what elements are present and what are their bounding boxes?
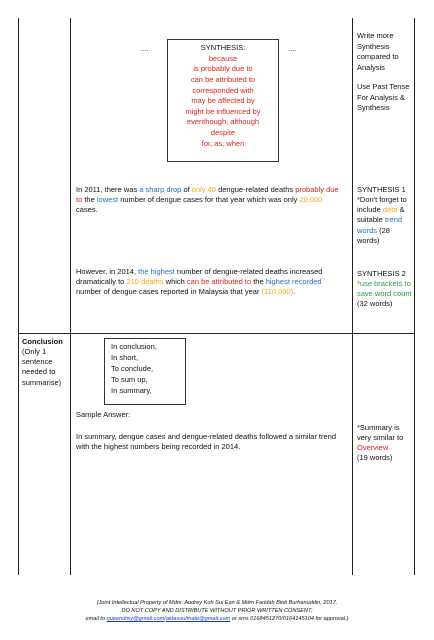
synthesis-word-last: for, as, when [201, 138, 245, 148]
phrase: To sum up, [111, 374, 148, 384]
note-count: (32 words) [357, 299, 393, 309]
text-run: highest recorded [265, 277, 322, 287]
synthesis-word: is probably due to [193, 64, 253, 74]
conclusion-label-cell [22, 337, 68, 388]
text-run: In 2011, there was [76, 185, 140, 194]
synthesis-word: may be affected by [191, 96, 255, 106]
synthesis-vocabulary-box [167, 39, 279, 162]
text-run: which [163, 277, 187, 287]
note-run: data [382, 205, 398, 215]
conclusion-note [357, 423, 413, 464]
footer-line3 [0, 615, 434, 623]
text-run: a sharp drop [139, 185, 182, 194]
synthesis2-note [357, 269, 413, 310]
synthesis-word: despite [210, 128, 236, 138]
conclusion-sub: (Only 1 sentence needed to summarise) [22, 347, 62, 387]
text-run: cases. [76, 205, 98, 215]
synthesis-word: because [208, 53, 238, 63]
note-line: compared to [357, 52, 399, 61]
conclusion-phrases-box [104, 338, 186, 405]
note-run: (28 words) [357, 225, 390, 245]
text-run: 20,000 [299, 195, 323, 205]
note-run: Overview [357, 443, 389, 453]
footer-suffix: or sms 0168451270/0164145104 for approval.) [230, 616, 349, 623]
text-run: However, in 2014, [76, 267, 139, 276]
right-note-top [357, 31, 413, 114]
note-line: Synthesis [357, 41, 390, 51]
note-line: Use Past Tense [357, 82, 410, 91]
phrase: In short, [111, 352, 139, 362]
table-border-col1 [70, 18, 71, 575]
footer [0, 599, 434, 623]
note-title: SYNTHESIS 2 [357, 269, 406, 278]
email-link-1[interactable]: queendrey@gmail.com [106, 616, 165, 623]
text-run: number of dengue cases for that year which was only [118, 195, 300, 205]
synthesis-word: corresponded with [192, 85, 254, 95]
footer-email-prefix: email to [85, 616, 107, 623]
synthesis1-note [357, 185, 413, 246]
footer-sep: / [164, 616, 166, 623]
synthesis2-paragraph [76, 267, 346, 297]
table-border-col2 [352, 18, 353, 575]
synthesis-box-title: SYNTHESIS: [200, 43, 246, 52]
note-line: For Analysis & [357, 92, 405, 102]
text-run: probably due to [76, 185, 339, 205]
note-line: Synthesis [357, 103, 390, 112]
note-green: *use brackets to save word count [357, 279, 412, 299]
phrase: To conclude, [111, 363, 154, 373]
dots-left: .... [140, 44, 149, 53]
phrase: In summary, [111, 385, 152, 395]
phrase: In conclusion, [111, 342, 157, 351]
text-run: number of dengue-related deaths increased dramatically to [76, 267, 323, 287]
text-run: 210 deaths [126, 277, 164, 287]
note-run: & suitable [357, 205, 405, 225]
conclusion-label: Conclusion [22, 337, 63, 346]
note-run: (19 words) [357, 453, 393, 463]
email-link-2[interactable]: aidasoulmate@gmail.com [165, 616, 231, 623]
text-run: only 40 [191, 185, 216, 194]
table-border-right [414, 18, 415, 575]
note-run: trend words [357, 215, 403, 235]
note-run: SYNTHESIS 1 [357, 185, 406, 194]
note-run: *Don't forget to include [357, 195, 407, 215]
note-line: Write more [357, 31, 394, 40]
text-run: (110,000) [261, 287, 294, 297]
synthesis-word: eventhough, although [186, 117, 260, 127]
synthesis-word: can be attributed to [190, 74, 256, 84]
footer-line2: DO NOT COPY AND DISTRIBUTE WITHOUT PRIOR WRITTEN CONSENT; [121, 608, 313, 615]
sample-answer-text: In summary, dengue cases and dengue-related deaths followed a similar trend with the highest numbers being recorded in 2014. [76, 432, 337, 452]
note-line: Analysis [357, 62, 385, 72]
note-run: *Summary is very similar to [357, 423, 404, 443]
synthesis1-paragraph [76, 185, 346, 215]
text-run: of [181, 185, 192, 194]
dots-right: .... [288, 44, 297, 53]
sample-answer-label: Sample Answer: [76, 410, 131, 419]
text-run: number of dengue cases reported in Malaysia that year [76, 287, 262, 297]
text-run: lowest [96, 195, 119, 205]
footer-line1: (Joint Intellectual Property of Mdm. Audrey Koh Sui Ean & Mdm Faridah Binti Burhanuddin, 2017. [96, 600, 338, 606]
text-run: the [82, 195, 97, 205]
row-divider [18, 333, 415, 334]
text-run: the highest [138, 267, 175, 276]
text-run: dengue-related deaths [215, 185, 296, 194]
text-run: . [293, 287, 296, 297]
table-border-left [18, 18, 19, 575]
text-run: can be attributed to [186, 277, 252, 287]
synthesis-word: might be influenced by [185, 106, 261, 116]
text-run: the [251, 277, 266, 287]
